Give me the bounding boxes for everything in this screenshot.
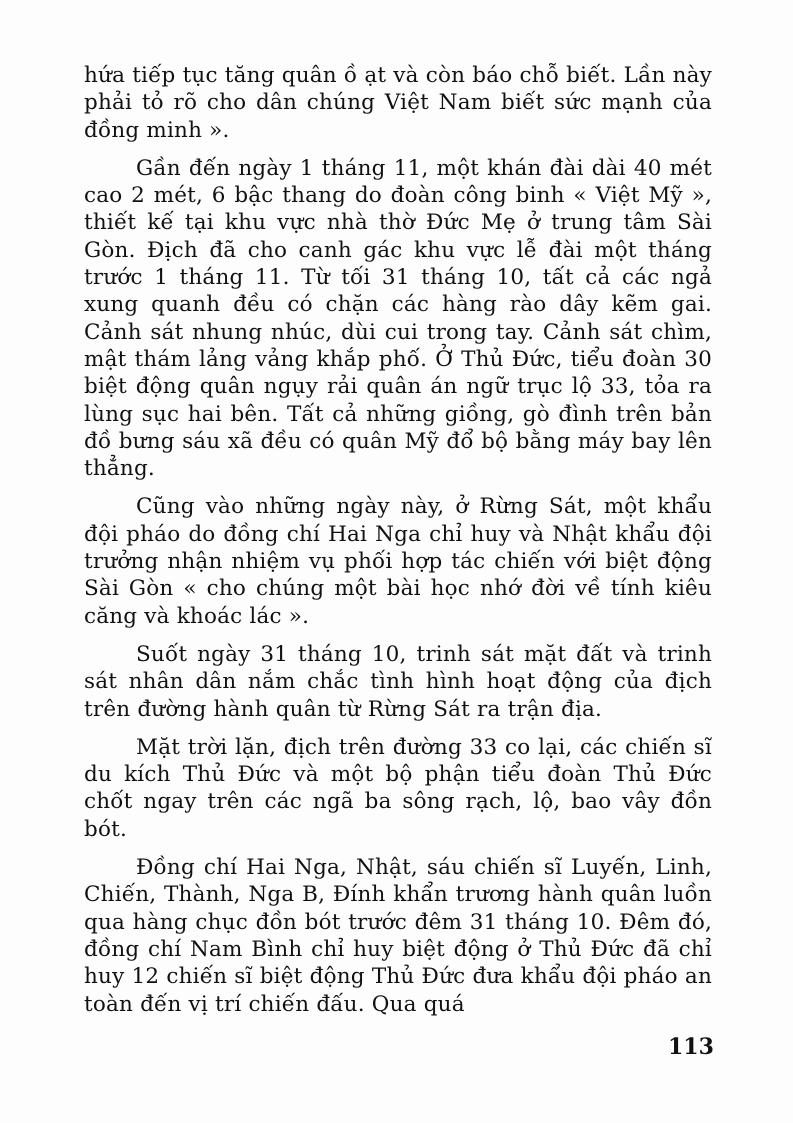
page-number: 113 (668, 1034, 714, 1060)
body-text (84, 62, 712, 1029)
paragraph-3: Cũng vào những ngày này, ở Rừng Sát, một khẩu đội pháo do đồng chí Hai Nga chỉ huy và Nhật khẩu đội trưởng nhận nhiệm vụ phối hợp tác chiến với biệt động Sài Gòn « cho chúng một bài học nhớ đời về tính kiêu căng và khoác lác ». (84, 494, 712, 629)
paragraph-4: Suốt ngày 31 tháng 10, trinh sát mặt đất và trinh sát nhân dân nắm chắc tình hình hoạt động của địch trên đường hành quân từ Rừng Sát ra trận địa. (84, 641, 712, 722)
paragraph-1: hứa tiếp tục tăng quân ồ ạt và còn báo chỗ biết. Lần này phải tỏ rõ cho dân chúng Việt Nam biết sức mạnh của đồng minh ». (84, 63, 712, 143)
paragraph-5: Mặt trời lặn, địch trên đường 33 co lại, các chiến sĩ du kích Thủ Đức và một bộ phận tiểu đoàn Thủ Đức chốt ngay trên các ngã ba sông rạch, lộ, bao vây đồn bót. (84, 734, 712, 842)
paragraph-2: Gần đến ngày 1 tháng 11, một khán đài dài 40 mét cao 2 mét, 6 bậc thang do đoàn công binh « Việt Mỹ », thiết kế tại khu vực nhà thờ Đức Mẹ ở trung tâm Sài Gòn. Địch đã cho canh gác khu vực lễ đài một tháng trước 1 tháng 11. Từ tối 31 tháng 10, tất cả các ngả xung quanh đều có chặn các hàng rào dây kẽm gai. Cảnh sát nhung nhúc, dùi cui trong tay. Cảnh sát chìm, mật thám lảng vảng khắp phố. Ở Thủ Đức, tiểu đoàn 30 biệt động quân ngụy rải quân án ngữ trục lộ 33, tỏa ra lùng sục hai bên. Tất cả những giồng, gò đình trên bản đồ bưng sáu xã đều có quân Mỹ đổ bộ bằng máy bay lên thẳng. (84, 155, 712, 482)
paragraph-6: Đồng chí Hai Nga, Nhật, sáu chiến sĩ Luyến, Linh, Chiến, Thành, Nga B, Đính khẩn trương hành quân luồn qua hàng chục đồn bót trước đêm 31 tháng 10. Đêm đó, đồng chí Nam Bình chỉ huy biệt động ở Thủ Đức đã chỉ huy 12 chiến sĩ biệt động Thủ Đức đưa khẩu đội pháo an toàn đến vị trí chiến đấu. Qua quá (84, 855, 712, 1017)
